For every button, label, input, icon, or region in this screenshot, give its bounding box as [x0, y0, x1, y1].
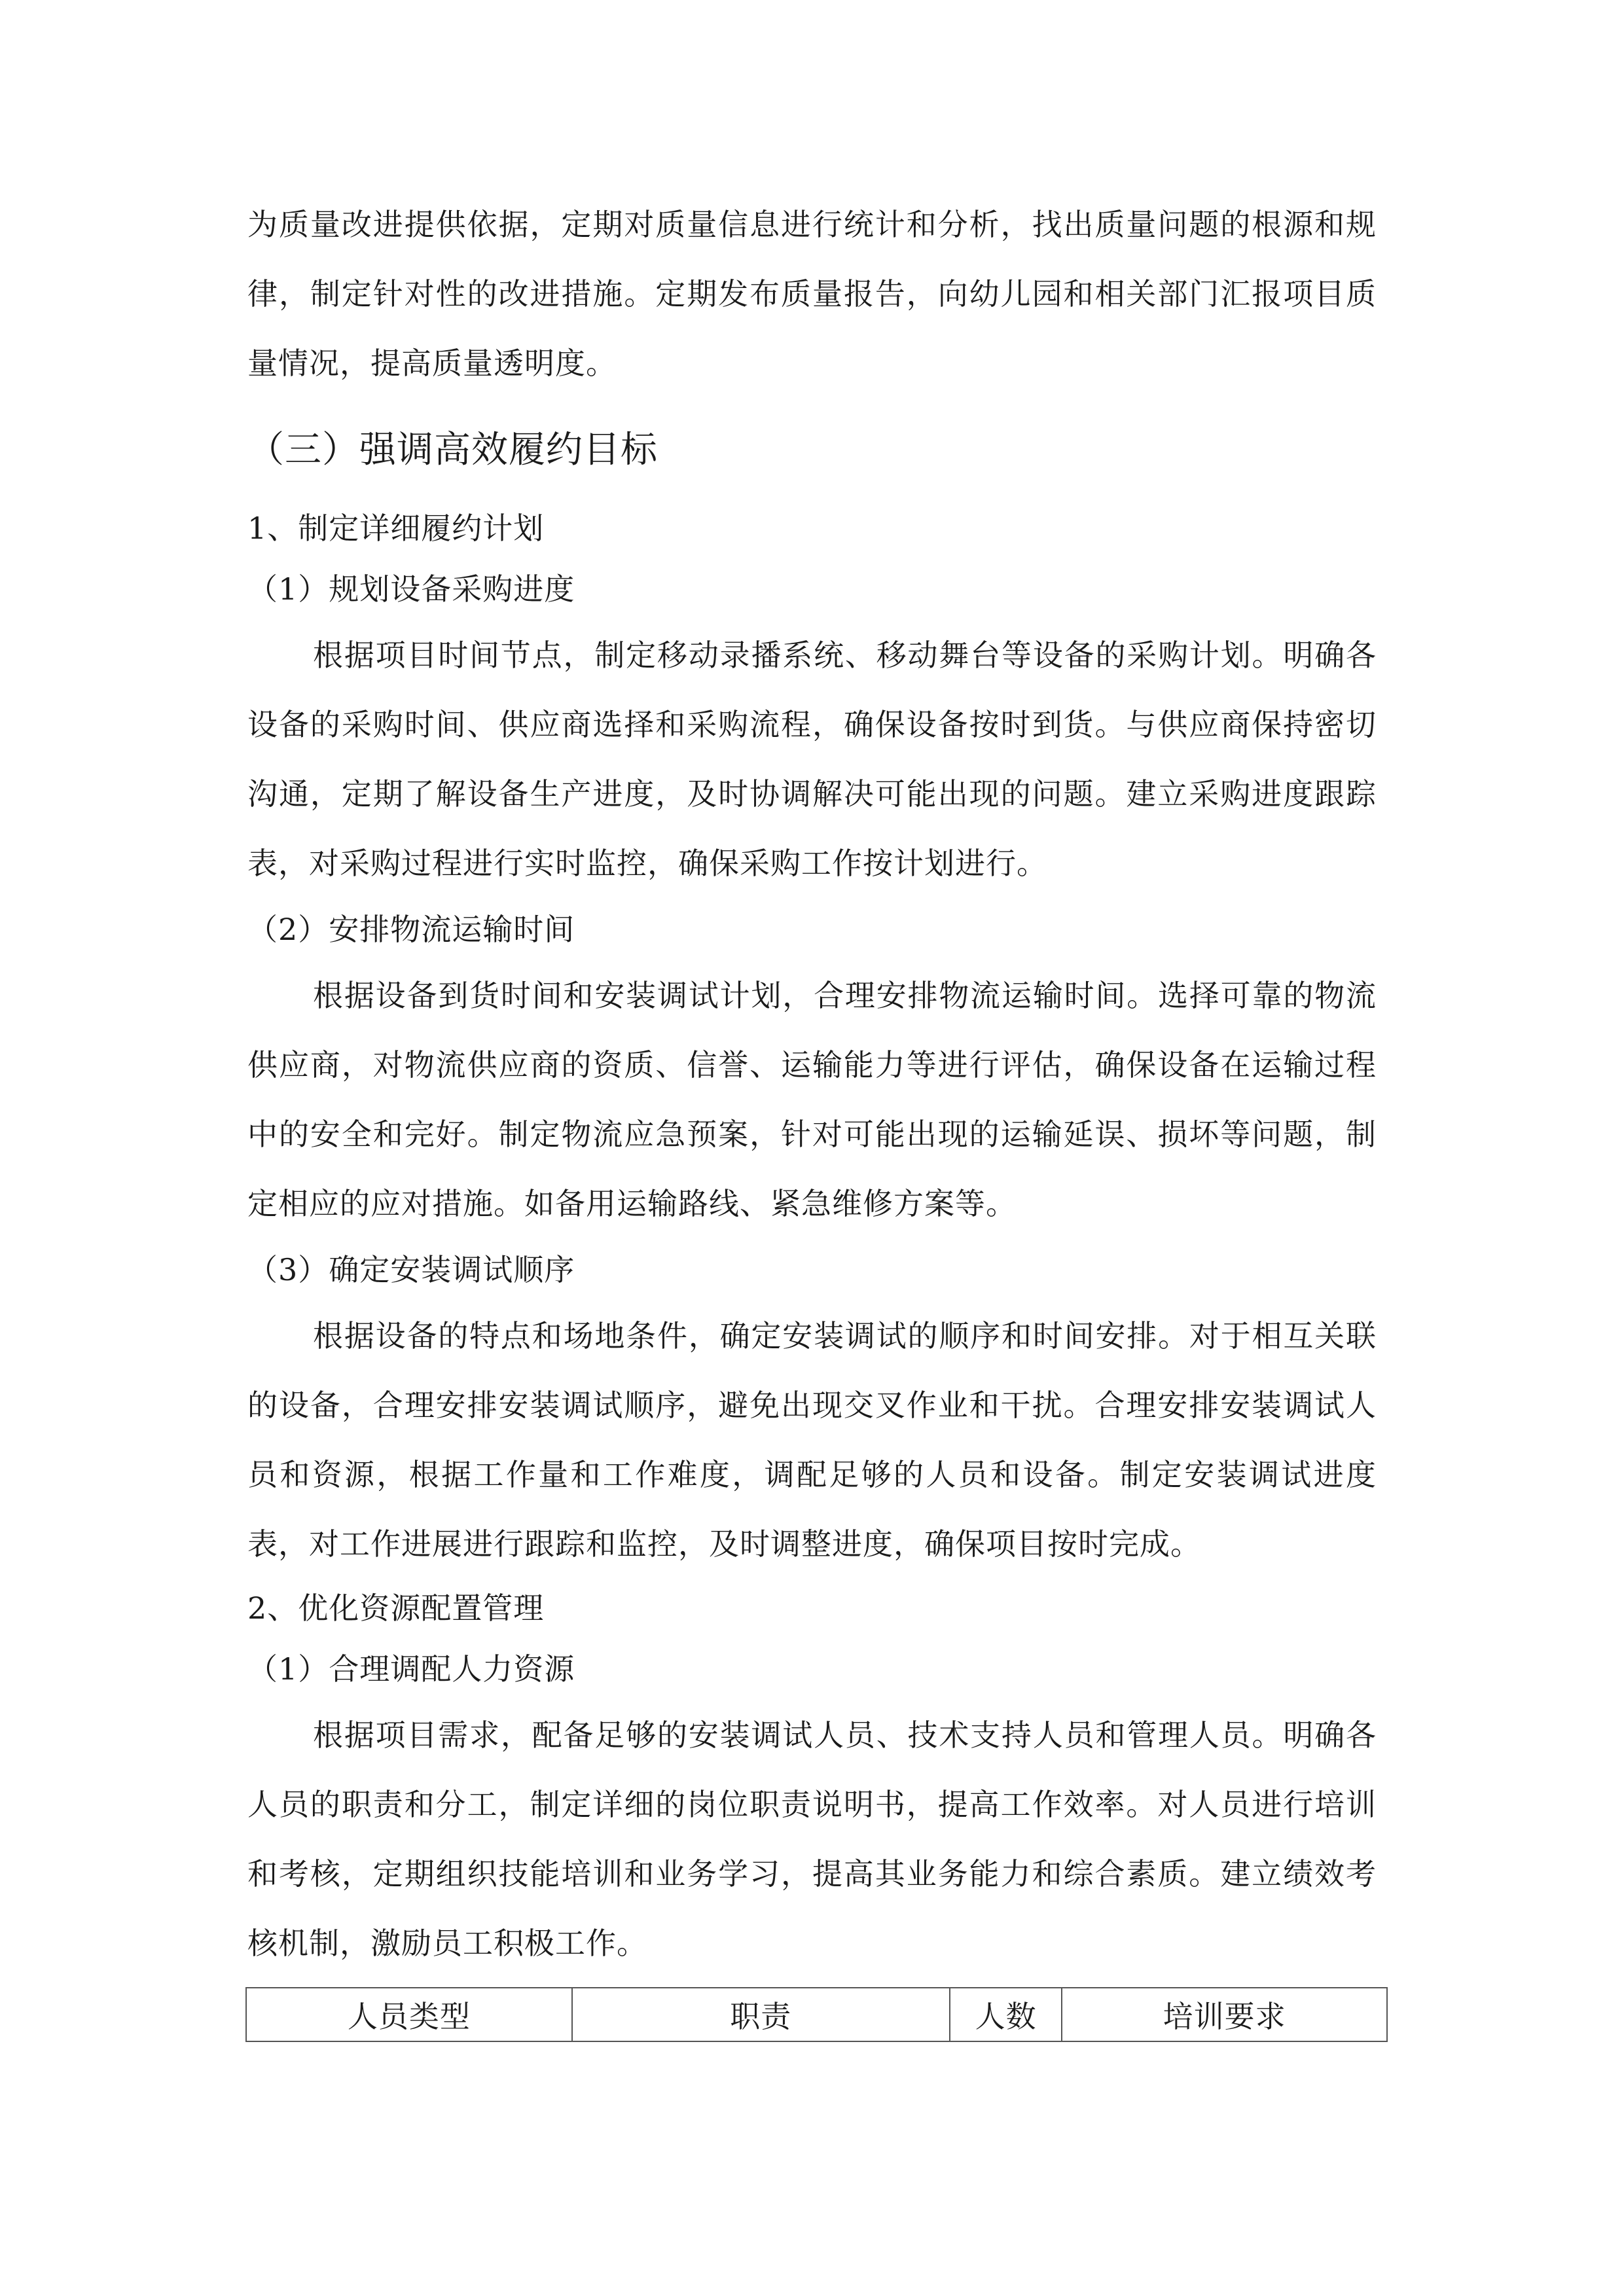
table-header-cell: 人员类型 [246, 1988, 572, 2041]
table-header-row [246, 1988, 1387, 2041]
intro-paragraph: 为质量改进提供依据，定期对质量信息进行统计和分析，找出质量问题的根源和规律，制定针对性的改进措施。定期发布质量报告，向幼儿园和相关部门汇报项目质量情况，提高质量透明度。 [247, 207, 1377, 381]
item-1-2-title: （2）安排物流运输时间 [247, 912, 575, 947]
table-header-cell: 职责 [572, 1988, 950, 2041]
section-heading: （三）强调高效履约目标 [247, 429, 658, 471]
table-header-cell: 培训要求 [1062, 1988, 1387, 2041]
item-2-1-title: （1）合理调配人力资源 [247, 1651, 575, 1687]
item-1-1-title: （1）规划设备采购进度 [247, 571, 575, 607]
part2-heading: 2、优化资源配置管理 [247, 1590, 545, 1626]
item-1-1-body: 根据项目时间节点，制定移动录播系统、移动舞台等设备的采购计划。明确各设备的采购时间、供应商选择和采购流程，确保设备按时到货。与供应商保持密切沟通，定期了解设备生产进度，及时协调解决可能出现的问题。建立采购进度跟踪表，对采购过程进行实时监控，确保采购工作按计划进行。 [247, 637, 1377, 881]
staff-table [245, 1987, 1388, 2042]
table-header-cell: 人数 [950, 1988, 1062, 2041]
part1-heading: 1、制定详细履约计划 [247, 511, 545, 546]
item-1-2-body: 根据设备到货时间和安装调试计划，合理安排物流运输时间。选择可靠的物流供应商，对物流供应商的资质、信誉、运输能力等进行评估，确保设备在运输过程中的安全和完好。制定物流应急预案，针对可能出现的运输延误、损坏等问题，制定相应的应对措施。如备用运输路线、紧急维修方案等。 [247, 978, 1377, 1221]
item-2-1-body: 根据项目需求，配备足够的安装调试人员、技术支持人员和管理人员。明确各人员的职责和分工，制定详细的岗位职责说明书，提高工作效率。对人员进行培训和考核，定期组织技能培训和业务学习，提高其业务能力和综合素质。建立绩效考核机制，激励员工积极工作。 [247, 1717, 1377, 1961]
page-content [247, 190, 1377, 2042]
item-1-3-body: 根据设备的特点和场地条件，确定安装调试的顺序和时间安排。对于相互关联的设备，合理安排安装调试顺序，避免出现交叉作业和干扰。合理安排安装调试人员和资源，根据工作量和工作难度，调配足够的人员和设备。制定安装调试进度表，对工作进展进行跟踪和监控，及时调整进度，确保项目按时完成。 [247, 1318, 1377, 1562]
item-1-3-title: （3）确定安装调试顺序 [247, 1252, 575, 1287]
